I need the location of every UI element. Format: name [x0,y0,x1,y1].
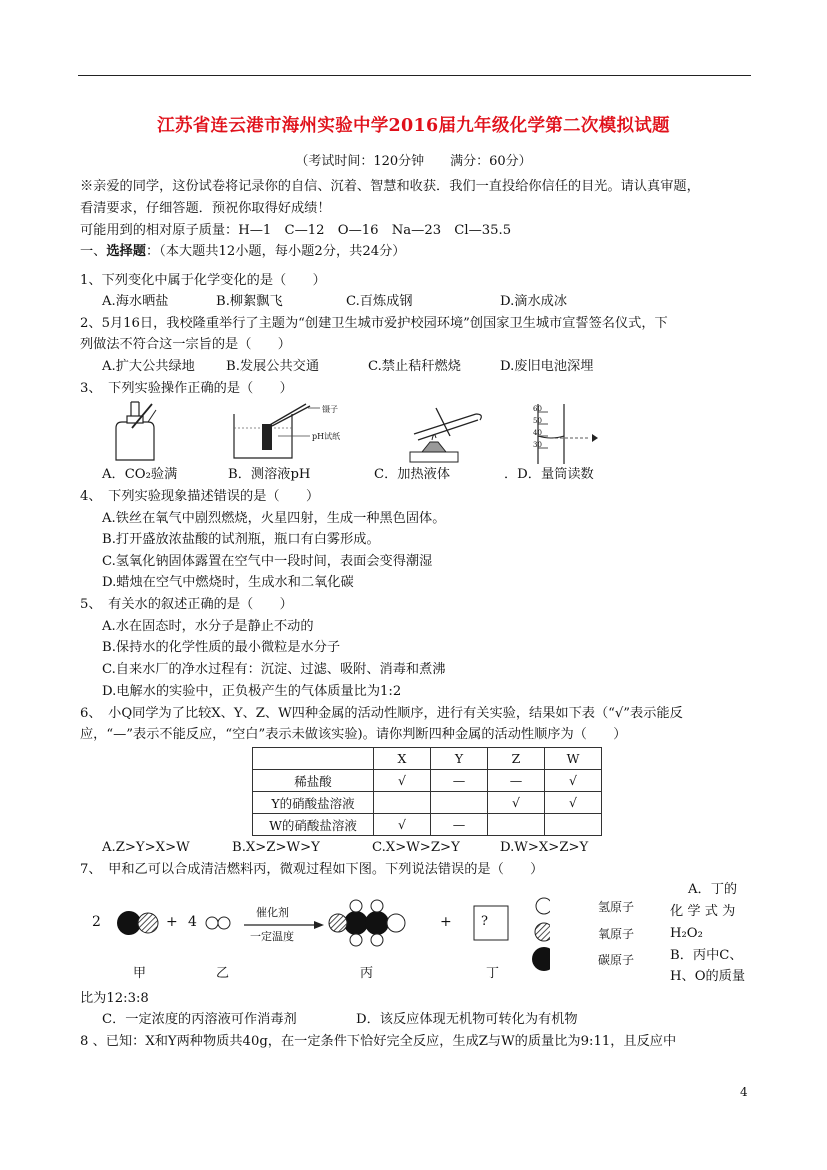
table-header-cell [253,748,374,770]
table-row [253,792,602,814]
legend-oxygen: 氧原子 [598,927,635,941]
q5-option-d: D.电解水的实验中，正负极产生的气体质量比为1:2 [102,684,402,699]
table-header-cell: X [374,748,431,770]
section-heading [80,242,405,262]
q5-stem: 5、 有关水的叙述正确的是（ ） [80,597,293,612]
q7-stem: 7、 甲和乙可以合成清洁燃料丙，微观过程如下图。下列说法错误的是（ ） [80,862,544,877]
q7-option-d: D．该反应体现无机物可转化为有机物 [356,1012,578,1027]
q2-stem-1: 2、5月16日，我校隆重举行了主题为“创建卫生城市爱护校园环境”创国家卫生城市宣誓签名仪式，下 [80,316,668,331]
exam-subtitle: （考试时间：120分钟 满分：60分） [295,154,532,169]
tweezers-label: 镊子 [322,405,338,414]
q7-option-b-cont: 比为12:3:8 [80,991,149,1006]
q3-option-d: ．D．量筒读数 [504,467,594,482]
table-cell: — [431,770,488,792]
page-number: 4 [740,1085,748,1099]
table-header-cell: W [545,748,602,770]
table-cell: W的硝酸盐溶液 [253,814,374,836]
q5-option-a: A.水在固态时，水分子是静止不动的 [102,619,314,634]
q6-option-a: A.Z>Y>X>W [102,840,190,855]
q1-option-d: D.滴水成冰 [500,294,568,309]
section-desc: ：（本大题共12小题，每小题2分，共24分） [145,244,406,259]
table-cell: √ [374,814,431,836]
label-ding: 丁 [486,966,500,981]
section-number: 一、 [80,244,107,259]
table-header-cell: Z [488,748,545,770]
unknown-mark: ? [481,914,488,929]
q3-option-b: B．测溶液pH [228,467,311,482]
q6-stem-2: 应，“—”表示不能反应，“空白”表示未做该实验)。请你判断四种金属的活动性顺序为（ ） [80,727,627,742]
condition-label: 一定温度 [250,930,294,943]
label-yi: 乙 [216,966,230,981]
q3-stem: 3、 下列实验操作正确的是（ ） [80,381,293,396]
q7-option-a-formula: H₂O₂ [670,926,703,941]
q2-option-d: D.废旧电池深埋 [500,359,594,374]
q2-option-a: A.扩大公共绿地 [102,359,195,374]
table-cell: 稀盐酸 [253,770,374,792]
table-cell: √ [545,770,602,792]
table-cell: √ [545,792,602,814]
scale-30: 30 [533,441,542,449]
intro-line-2: 看清要求，仔细答题．预祝你取得好成绩！ [80,201,331,216]
section-label: 选择题 [106,244,146,259]
table-header-row [253,748,602,770]
q4-option-a: A.铁丝在氧气中剧烈燃烧，火星四射，生成一种黑色固体。 [102,511,446,526]
q6-option-d: D.W>X>Z>Y [500,840,589,855]
q1-stem: 1、下列变化中属于化学变化的是（ ） [80,273,326,288]
top-rule [78,75,751,76]
label-bing: 丙 [360,966,374,981]
q6-option-b: B.X>Z>W>Y [232,840,320,855]
q4-stem: 4、 下列实验现象描述错误的是（ ） [80,489,320,504]
legend-hydrogen: 氢原子 [598,900,635,914]
table-cell: — [431,814,488,836]
scale-50: 50 [533,417,542,425]
co2-test-figure [100,400,168,462]
q5-option-b: B.保持水的化学性质的最小微粒是水分子 [102,640,341,655]
plus-sign-2: + [440,914,452,930]
table-cell [488,814,545,836]
label-jia: 甲 [133,966,147,981]
plus-sign-1: + [166,914,178,930]
table-row [253,770,602,792]
q2-option-c: C.禁止秸秆燃烧 [368,359,461,374]
coef-jia: 2 [92,914,101,930]
table-cell [374,792,431,814]
q3-option-a: A．CO₂验满 [102,467,178,482]
table-row [253,814,602,836]
metal-activity-table [252,747,602,836]
q6-option-c: C.X>W>Z>Y [372,840,460,855]
q8-stem: 8 、已知：X和Y两种物质共40g，在一定条件下恰好完全反应，生成Z与W的质量比为9:11，且反应中 [80,1034,677,1049]
q7-option-a-line1: A．丁的 [688,882,738,897]
table-cell: √ [374,770,431,792]
table-cell [431,792,488,814]
catalyst-label: 催化剂 [256,906,289,919]
exam-title: 江苏省连云港市海州实验中学2016届九年级化学第二次模拟试题 [157,116,670,136]
q1-option-b: B.柳絮飘飞 [216,294,283,309]
heat-liquid-figure [396,400,496,464]
scale-60: 60 [533,405,542,413]
q7-option-a-line2: 化 学 式 为 [670,904,736,919]
legend-carbon: 碳原子 [598,953,635,967]
q4-option-d: D.蜡烛在空气中燃烧时，生成水和二氧化碳 [102,575,354,590]
q4-option-c: C.氢氧化钠固体露置在空气中一段时间，表面会变得潮湿 [102,554,433,569]
q3-option-c: C．加热液体 [374,467,451,482]
q1-option-a: A.海水晒盐 [102,294,169,309]
ph-paper-label: pH试纸 [312,432,341,441]
q2-option-b: B.发展公共交通 [226,359,320,374]
q7-option-b-line1: B．丙中C、 [670,948,743,963]
table-cell: — [488,770,545,792]
intro-line-3: 可能用到的相对原子质量：H—1 C—12 O—16 Na—23 Cl—35.5 [80,223,512,238]
q5-option-c: C.自来水厂的净水过程有：沉淀、过滤、吸附、消毒和煮沸 [102,662,446,677]
q1-option-c: C.百炼成钢 [346,294,413,309]
table-header-cell: Y [431,748,488,770]
table-cell [545,814,602,836]
intro-line-1: ※亲爱的同学，这份试卷将记录你的自信、沉着、智慧和收获．我们一直投给你信任的目光。请认真审题， [80,179,700,194]
coef-yi: 4 [188,914,197,930]
table-cell: Y的硝酸盐溶液 [253,792,374,814]
reaction-diagram [80,890,550,976]
q7-option-b-line2: H、O的质量 [670,969,746,984]
q6-stem-1: 6、 小Q同学为了比较X、Y、Z、W四种金属的活动性顺序，进行有关实验，结果如下表（“√”表示能反 [80,706,683,721]
q7-option-c: C．一定浓度的丙溶液可作消毒剂 [102,1012,297,1027]
q2-stem-2: 列做法不符合这一宗旨的是（ ） [80,337,291,352]
scale-40: 40 [533,429,542,437]
q4-option-b: B.打开盛放浓盐酸的试剂瓶，瓶口有白雾形成。 [102,532,380,547]
table-cell: √ [488,792,545,814]
